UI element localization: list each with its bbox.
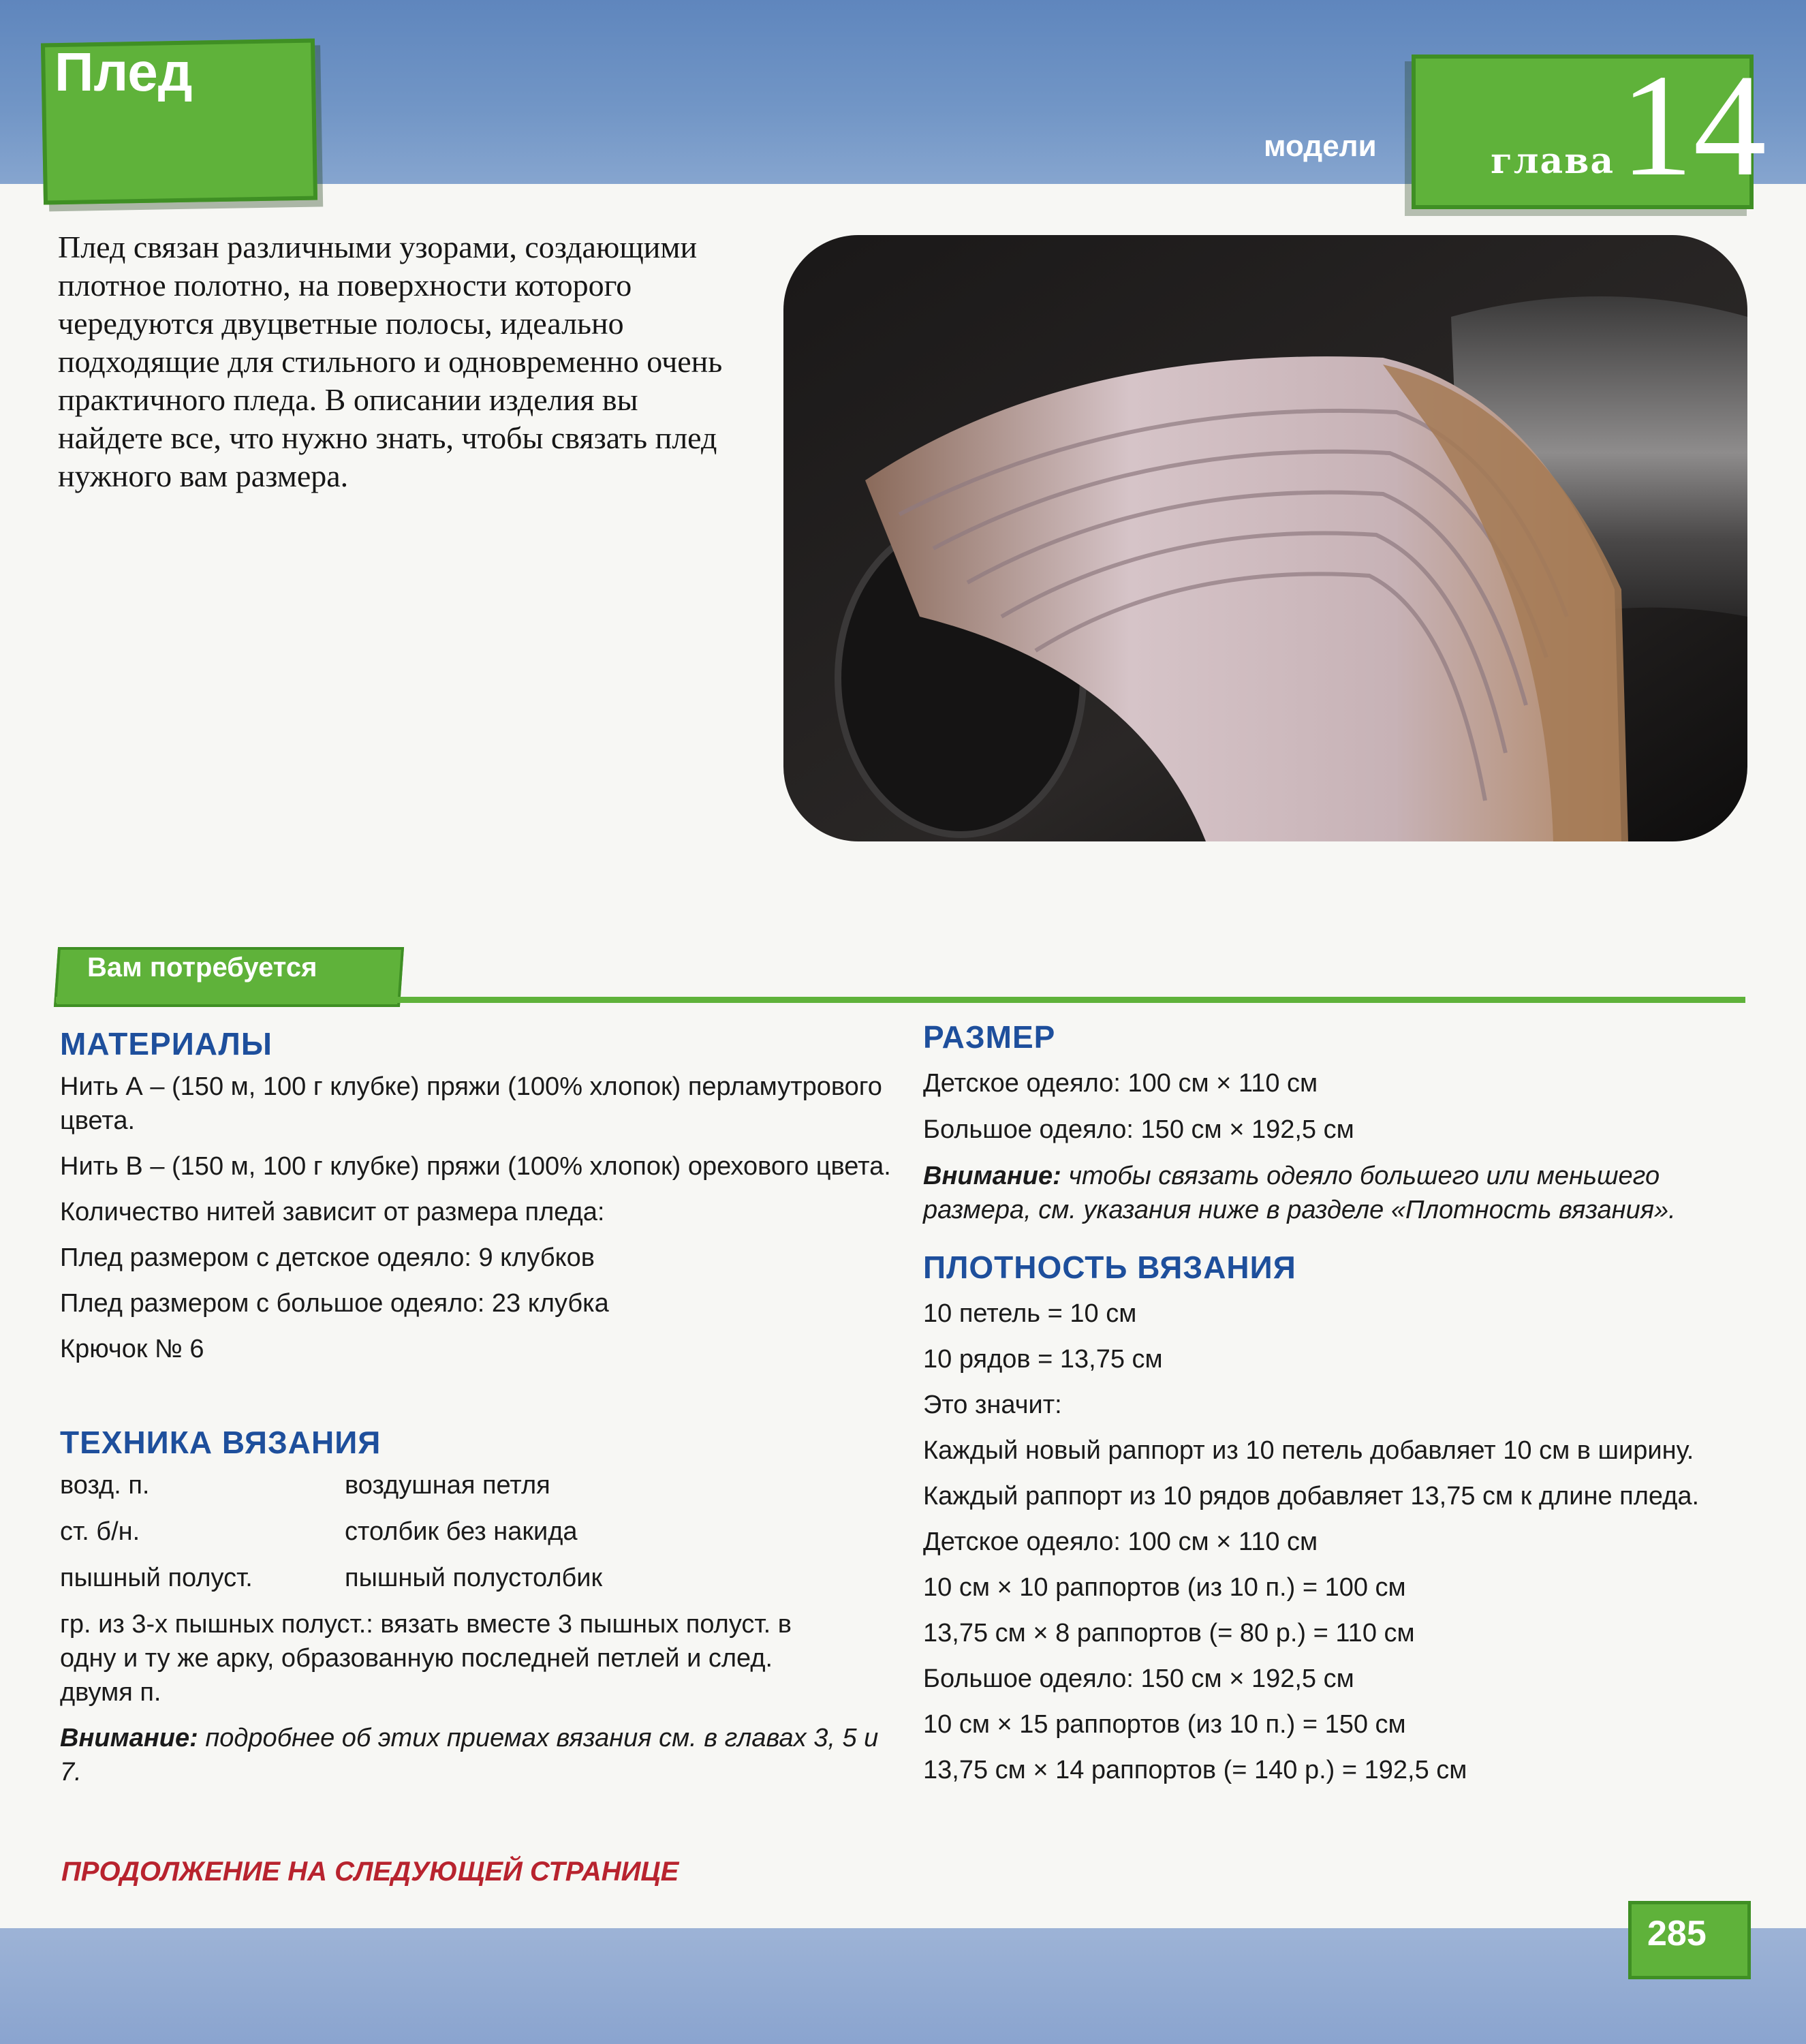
attention-label: Внимание: (923, 1162, 1061, 1190)
abbreviation-meaning: пышный полустолбик (345, 1564, 603, 1592)
page-number: 285 (1647, 1914, 1707, 1953)
continue-note: ПРОДОЛЖЕНИЕ НА СЛЕДУЮЩЕЙ СТРАНИЦЕ (61, 1857, 679, 1887)
blanket-illustration (783, 235, 1747, 841)
gauge-item: 10 рядов = 13,75 см (923, 1345, 1163, 1374)
material-item: Нить В – (150 м, 100 г клубке) пряжи (100% хлопок) орехового цвета. (60, 1152, 891, 1181)
gauge-item: Большое одеяло: 150 см × 192,5 см (923, 1664, 1354, 1693)
materials-list (60, 1070, 891, 1378)
footer-band (0, 1928, 1806, 2044)
gauge-item: Детское одеяло: 100 см × 110 см (923, 1528, 1318, 1556)
abbreviation-row (60, 1561, 891, 1595)
chapter-number: 14 (1620, 44, 1766, 206)
material-item: Нить А – (150 м, 100 г клубке) пряжи (100% хлопок) перламутрового цвета. (60, 1072, 882, 1135)
gauge-section (923, 1297, 1761, 1799)
abbreviation: пышный полуст. (60, 1564, 253, 1592)
size-section (923, 1066, 1747, 1239)
size-item: Большое одеяло: 150 см × 192,5 см (923, 1115, 1354, 1144)
size-heading: РАЗМЕР (923, 1019, 1056, 1055)
attention-label: Внимание: (60, 1724, 198, 1752)
gauge-item: Каждый раппорт из 10 рядов добавляет 13,75 см к длине пледа. (923, 1482, 1700, 1511)
gauge-item: 10 см × 10 раппортов (из 10 п.) = 100 см (923, 1573, 1406, 1602)
technique-section (60, 1468, 891, 1801)
gauge-item: 13,75 см × 14 раппортов (= 140 р.) = 192,5 см (923, 1756, 1467, 1784)
attention-text: подробнее об этих приемах вязания см. в главах 3, 5 и 7. (60, 1724, 879, 1786)
gauge-item: Каждый новый раппорт из 10 петель добавляет 10 см в ширину. (923, 1436, 1694, 1465)
material-item: Плед размером с детское одеяло: 9 клубков (60, 1243, 595, 1272)
needed-label: Вам потребуется (87, 953, 317, 982)
attention-text: чтобы связать одеяло большего или меньшего размера, см. указания ниже в разделе «Плотность вязания». (923, 1162, 1676, 1224)
technique-attention (60, 1721, 891, 1789)
gauge-item: 10 см × 15 раппортов (из 10 п.) = 150 см (923, 1710, 1406, 1739)
abbreviation-meaning: воздушная петля (345, 1471, 550, 1500)
gauge-heading: ПЛОТНОСТЬ ВЯЗАНИЯ (923, 1250, 1296, 1285)
abbreviation-row (60, 1468, 891, 1502)
abbreviation-meaning: столбик без накида (345, 1517, 578, 1546)
chapter-word: глава (1491, 140, 1615, 182)
material-item: Количество нитей зависит от размера пледа: (60, 1198, 605, 1226)
page-title: Плед (55, 42, 193, 102)
blanket-photo (783, 235, 1747, 841)
abbreviation: ст. б/н. (60, 1517, 140, 1546)
material-item: Плед размером с большое одеяло: 23 клубка (60, 1289, 609, 1318)
material-item: Крючок № 6 (60, 1335, 204, 1363)
section-divider (56, 997, 1745, 1003)
materials-heading: МАТЕРИАЛЫ (60, 1026, 273, 1062)
technique-heading: ТЕХНИКА ВЯЗАНИЯ (60, 1425, 382, 1460)
gauge-item: 10 петель = 10 см (923, 1299, 1137, 1328)
cluster-note: гр. из 3-х пышных полуст.: вязать вместе 3 пышных полуст. в одну и ту же арку, образованную последней петлей и след. двумя п. (60, 1610, 792, 1707)
size-attention (923, 1159, 1747, 1227)
chapter-badge (1412, 44, 1766, 209)
gauge-item: 13,75 см × 8 раппортов (= 80 р.) = 110 см (923, 1619, 1415, 1647)
intro-paragraph: Плед связан различными узорами, создающими плотное полотно, на поверхности которого чередуются двуцветные полосы, идеально подходящие для стильного и одновременно очень практичного пледа. В описании изделия вы найдете все, что нужно знать, чтобы связать плед нужного вам размера. (58, 230, 723, 493)
size-item: Детское одеяло: 100 см × 110 см (923, 1069, 1318, 1098)
abbreviation: возд. п. (60, 1471, 150, 1500)
section-label: модели (1264, 129, 1377, 163)
abbreviation-row (60, 1515, 891, 1549)
gauge-item: Это значит: (923, 1391, 1062, 1419)
